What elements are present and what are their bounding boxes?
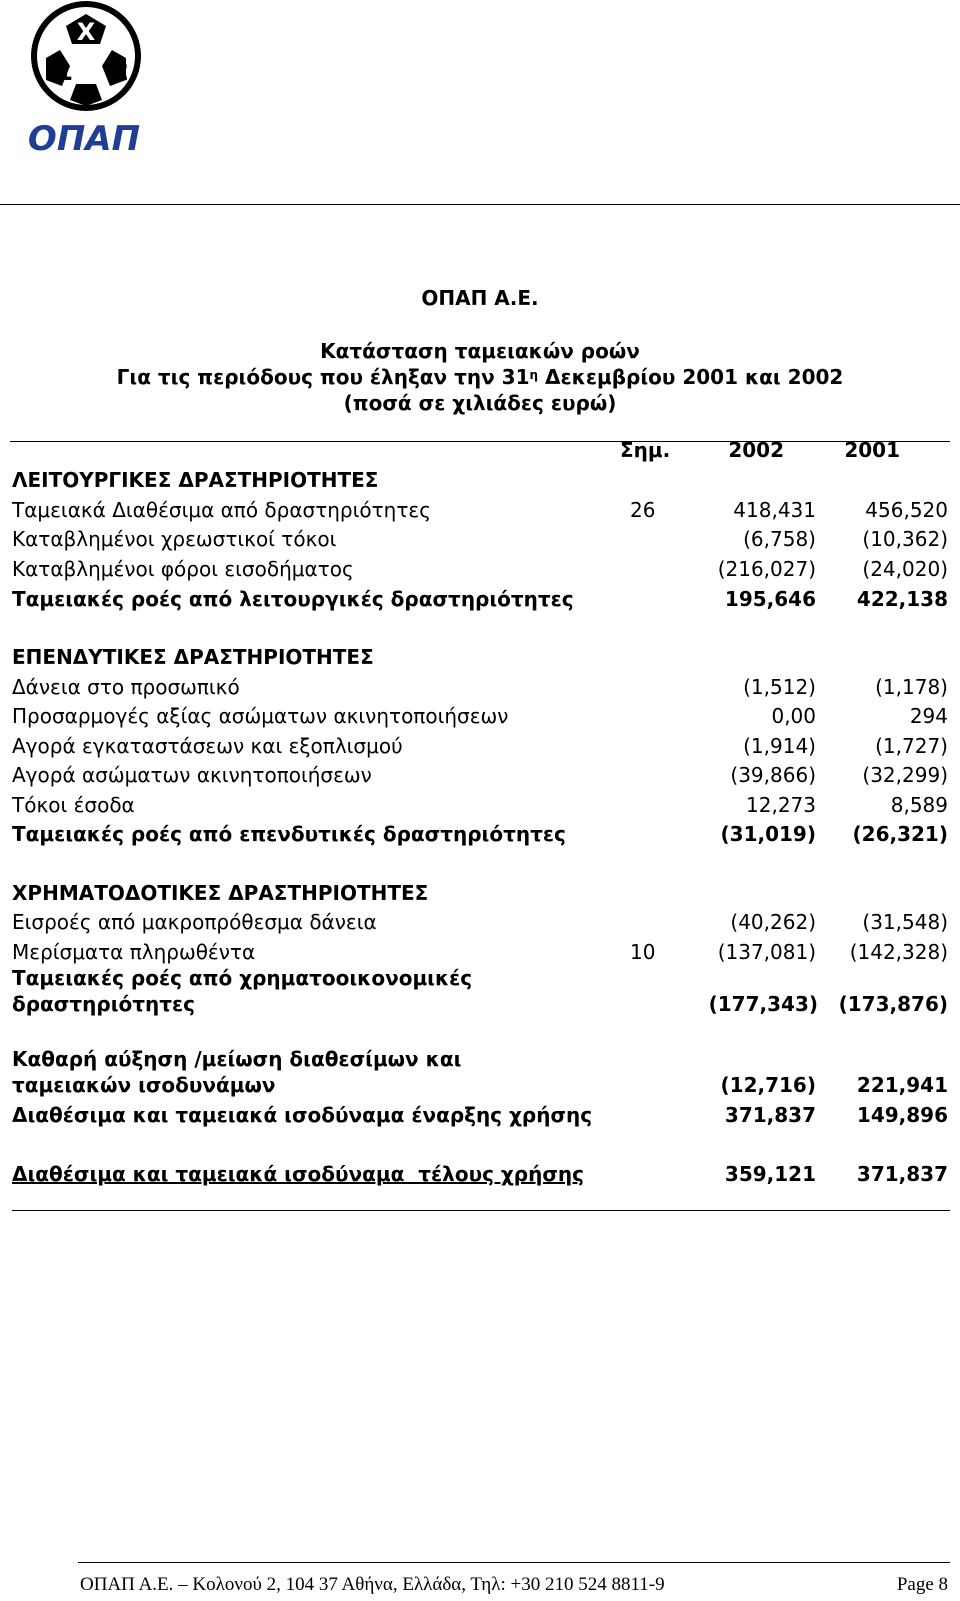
logo-x-label: X <box>76 18 96 46</box>
statement-title: Κατάσταση ταμειακών ροών <box>320 339 640 363</box>
net-change-line1: Καθαρή αύξηση /μείωση διαθεσίμων και <box>12 1047 462 1071</box>
table-row: Προσαρμογές αξίας ασώματων ακινητοποιήσεων 0,00 294 <box>12 704 948 728</box>
logo-2-label: 2 <box>110 57 130 87</box>
page-number: Page 8 <box>896 1574 948 1595</box>
section-heading-operating: ΛΕΙΤΟΥΡΓΙΚΕΣ ΔΡΑΣΤΗΡΙΟΤΗΤΕΣ <box>12 468 379 492</box>
opening-balance-row: Διαθέσιμα και ταμειακά ισοδύναμα έναρξης χρήσης 371,837 149,896 <box>12 1103 948 1127</box>
col-note-header: Σημ. <box>620 438 671 462</box>
footer-rule <box>78 1562 950 1563</box>
total-row-operating: Ταμειακές ροές από λειτουργικές δραστηριότητες 195,646 422,138 <box>12 587 948 611</box>
table-row: Αγορά εγκαταστάσεων και εξοπλισμού (1,914) (1,727) <box>12 734 948 758</box>
header-rule <box>0 204 960 205</box>
table-row: Τόκοι έσοδα 12,273 8,589 <box>12 793 948 817</box>
table-row: Εισροές από μακροπρόθεσμα δάνεια (40,262) (31,548) <box>12 910 948 934</box>
table-row: Καταβλημένοι χρεωστικοί τόκοι (6,758) (10,362) <box>12 527 948 551</box>
table-row: Δάνεια στο προσωπικό (1,512) (1,178) <box>12 675 948 699</box>
statement-units: (ποσά σε χιλιάδες ευρώ) <box>343 391 617 415</box>
total-row-investing: Ταμειακές ροές από επενδυτικές δραστηριότητες (31,019) (26,321) <box>12 822 948 846</box>
total-row-financing: δραστηριότητες (177,343) (173,876) <box>12 992 948 1016</box>
table-row: Καταβλημένοι φόροι εισοδήματος (216,027) (24,020) <box>12 557 948 581</box>
col-2002-header: 2002 <box>728 438 784 462</box>
table-row: Μερίσματα πληρωθέντα 10 (137,081) (142,328) <box>12 940 948 964</box>
closing-balance-row: Διαθέσιμα και ταμειακά ισοδύναμα τέλους χρήσης 359,121 371,837 <box>12 1162 948 1186</box>
footer-address: ΟΠΑΠ Α.Ε. – Κολονού 2, 104 37 Αθήνα, Ελλάδα, Τηλ: +30 210 524 8811-9 <box>80 1574 665 1595</box>
section-heading-investing: ΕΠΕΝΔΥΤΙΚΕΣ ΔΡΑΣΤΗΡΙΟΤΗΤΕΣ <box>12 645 374 669</box>
statement-period: Για τις περιόδους που έληξαν την $31^\eta$ Δεκεμβρίου 2001 και 2002 <box>116 365 844 389</box>
section-heading-financing: ΧΡΗΜΑΤΟΔΟΤΙΚΕΣ ΔΡΑΣΤΗΡΙΟΤΗΤΕΣ <box>12 881 429 905</box>
col-2001-header: 2001 <box>844 438 900 462</box>
opap-logo <box>16 0 156 160</box>
total-row-financing-line1: Ταμειακές ροές από χρηματοοικονομικές <box>12 966 473 990</box>
table-row: Αγορά ασώματων ακινητοποιήσεων (39,866) (32,299) <box>12 763 948 787</box>
statement-titles <box>0 338 960 416</box>
logo-1-label: 1 <box>54 57 74 87</box>
table-row: Ταμειακά Διαθέσιμα από δραστηριότητες 26 418,431 456,520 <box>12 498 948 522</box>
table-header <box>0 438 960 468</box>
net-change-row: ταμειακών ισοδυνάμων (12,716) 221,941 <box>12 1073 948 1097</box>
logo-wordmark: ΟΠΑΠ <box>27 119 141 159</box>
company-name: ΟΠΑΠ Α.Ε. <box>421 286 539 310</box>
table-bottom-rule <box>12 1210 950 1211</box>
